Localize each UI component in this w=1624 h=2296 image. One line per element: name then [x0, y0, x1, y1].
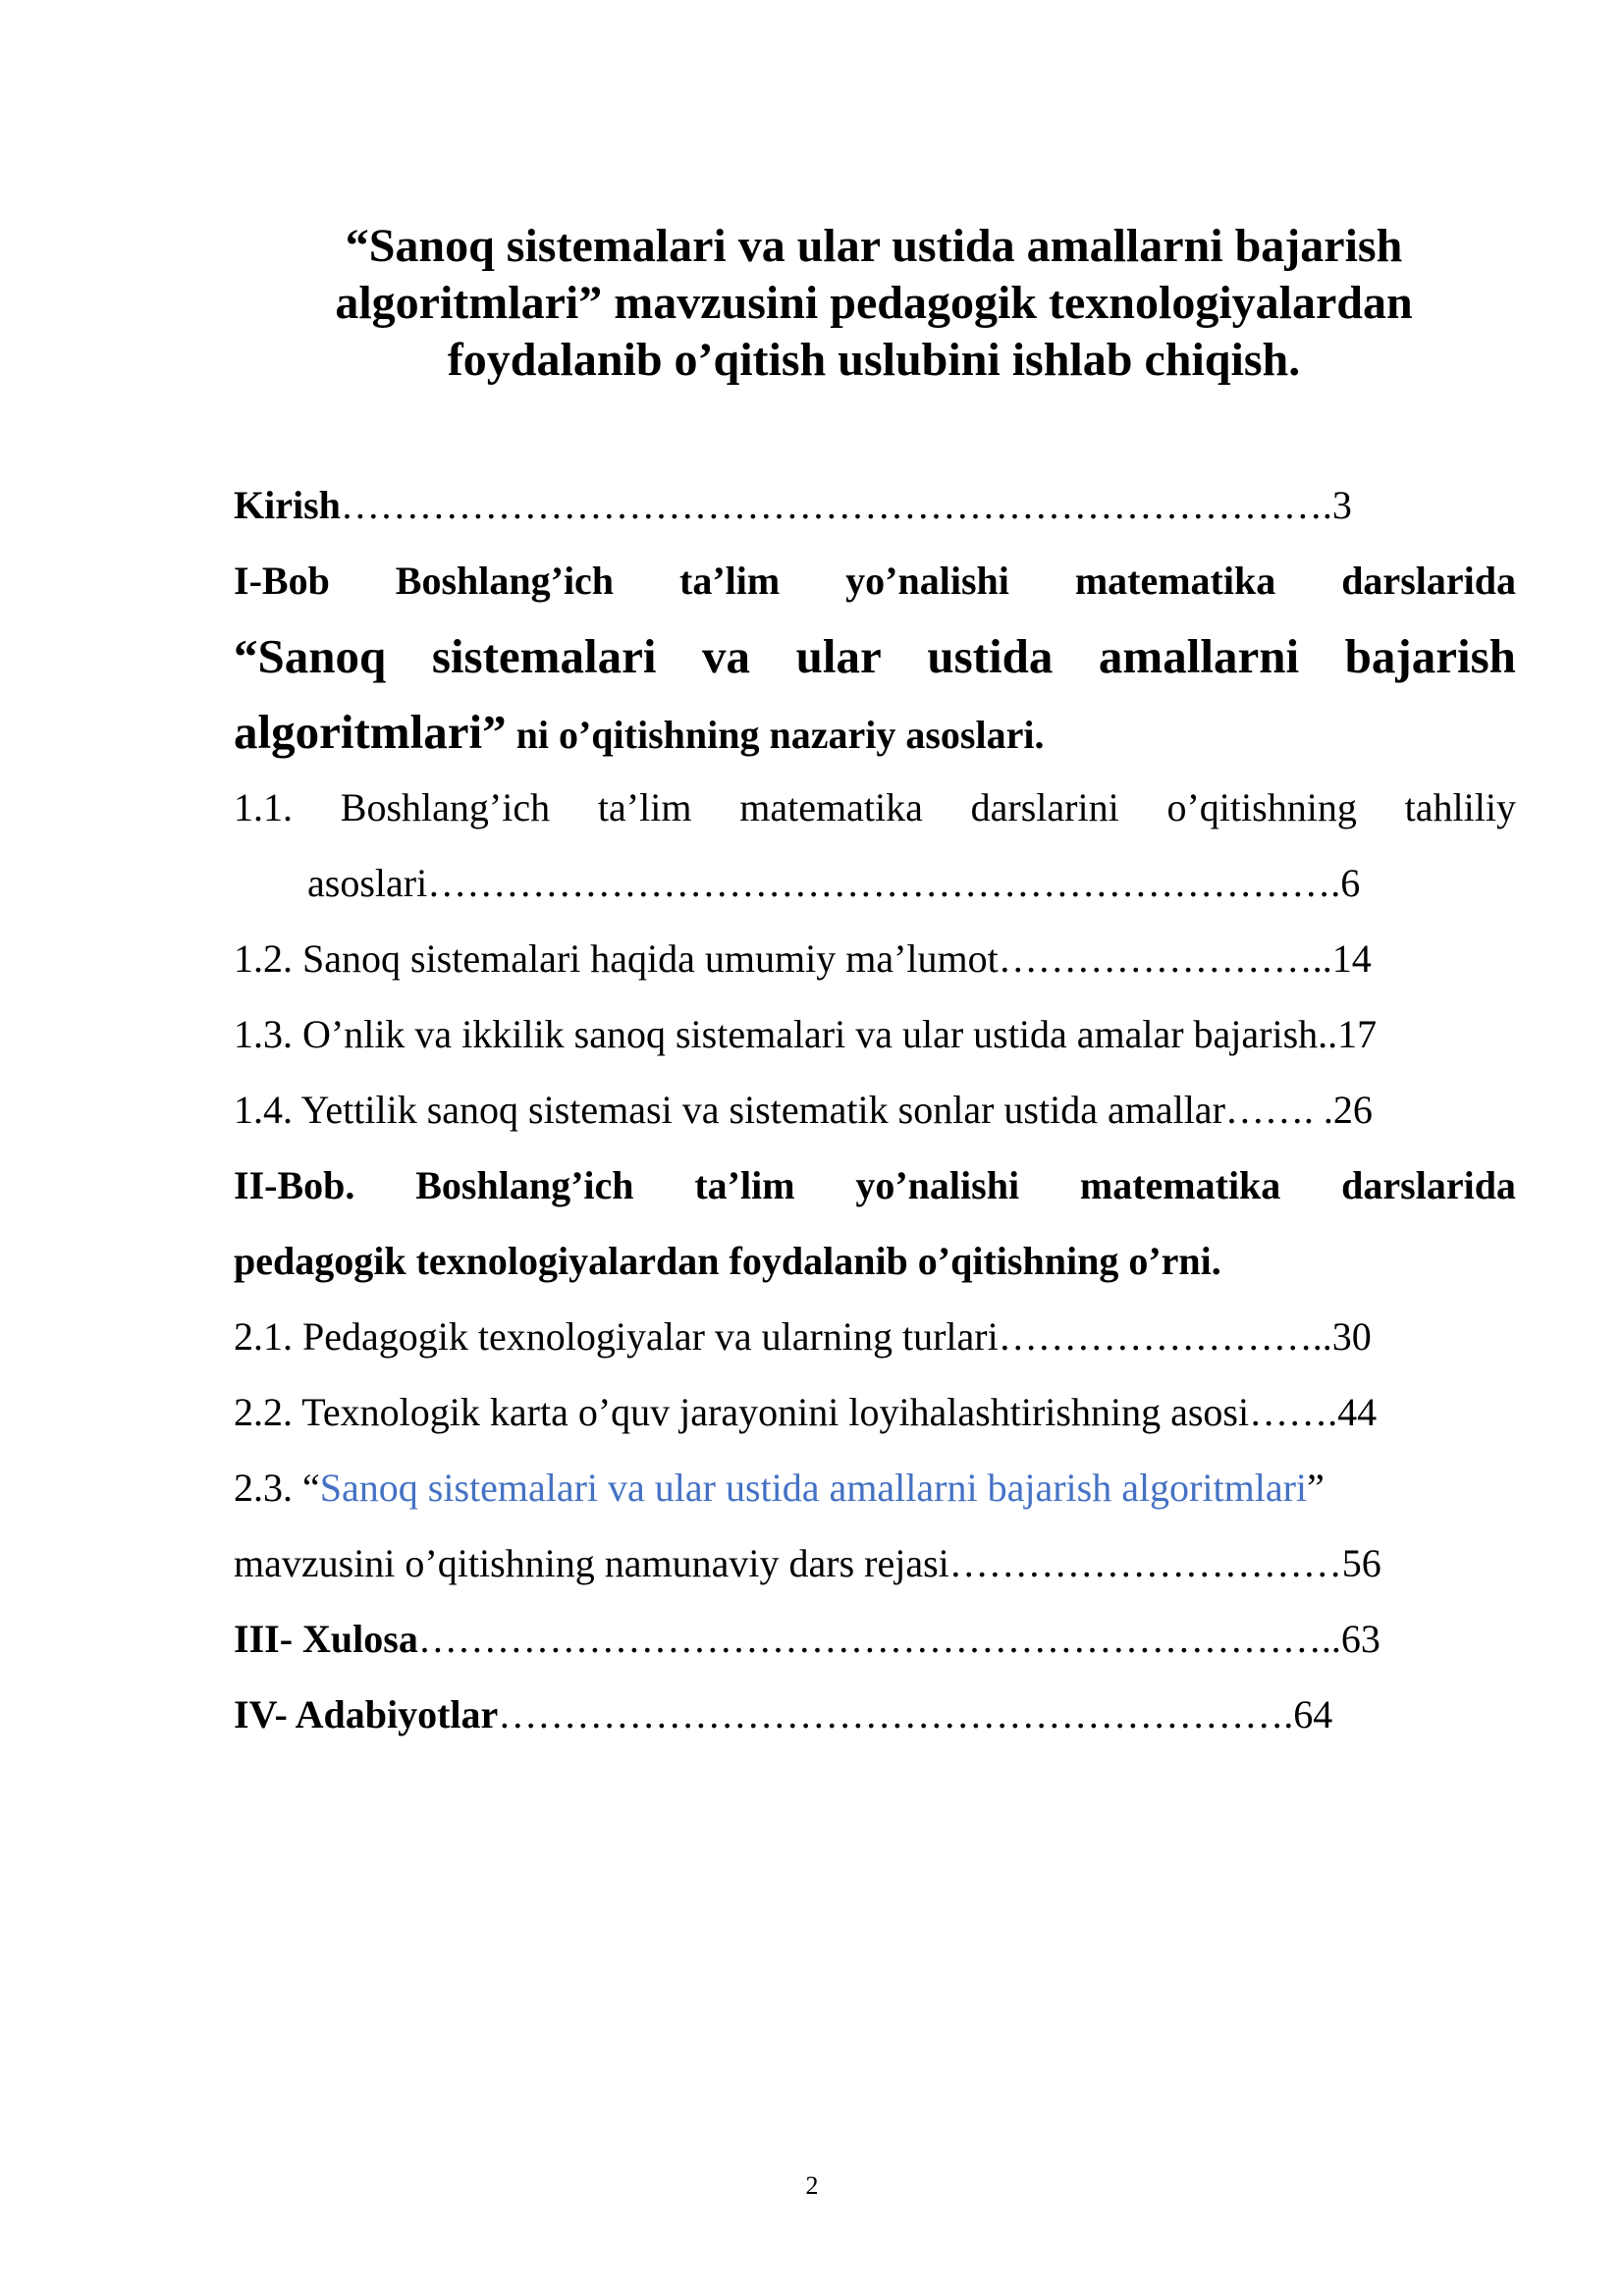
toc-chapter-2-rest: pedagogik texnologiyalardan foydalanib o’qitishning o’rni. [234, 1239, 1221, 1283]
toc-word: ta’lim [679, 559, 781, 603]
toc-leader: ………………………… [948, 1541, 1342, 1585]
toc-word: ta’lim [597, 785, 692, 829]
title-line: “Sanoq sistemalari va ular ustida amallarni bajarish [345, 220, 1403, 272]
toc-leader: …………………………………………………………….. [417, 1617, 1341, 1661]
toc-chapter-2-line[interactable] [234, 1223, 1516, 1299]
toc-entry-label: mavzusini o’qitishning namunaviy dars rejasi [234, 1541, 949, 1585]
toc-word: darslarini [970, 785, 1119, 829]
toc-page-number: 44 [1337, 1390, 1378, 1434]
toc-page-number: 63 [1340, 1617, 1380, 1661]
toc-page-number: 17 [1337, 1012, 1378, 1056]
toc-word: I-Bob [234, 559, 330, 603]
toc-word: o’qitishning [1166, 785, 1357, 829]
toc-chapter-1-emphasis: algoritmlari” [234, 705, 507, 759]
toc-word: ular [795, 629, 882, 683]
toc-word: ta’lim [694, 1163, 795, 1207]
toc-leader: …………………….. [998, 936, 1332, 981]
toc-page-number: 6 [1340, 861, 1361, 905]
toc-leader: …………………………………………………………………. [340, 483, 1332, 527]
toc-word: va [702, 629, 751, 683]
table-of-contents [234, 467, 1516, 1752]
toc-word: Boshlang’ich [415, 1163, 634, 1207]
page-number: 2 [805, 2171, 819, 2200]
toc-entry-1-1-cont[interactable] [234, 845, 1516, 921]
toc-entry-label: 1.3. O’nlik va ikkilik sanoq sistemalari va ular ustida amalar bajarish.. [234, 1012, 1338, 1056]
toc-entry-kirish[interactable] [234, 467, 1516, 543]
toc-word: amallarni [1098, 629, 1300, 683]
toc-word: darslarida [1341, 1163, 1516, 1207]
toc-entry-xulosa[interactable] [234, 1601, 1516, 1677]
toc-entry-label: 1.4. Yettilik sanoq sistemasi va sistematik sonlar ustida amallar [234, 1088, 1225, 1132]
toc-leader: ……………………………………………………. [498, 1692, 1294, 1736]
toc-page-number: 30 [1331, 1314, 1372, 1359]
toc-entry-adabiyotlar[interactable] [234, 1677, 1516, 1752]
toc-word: matematika [739, 785, 923, 829]
toc-entry-1-3[interactable] [234, 996, 1516, 1072]
toc-word: tahliliy [1404, 785, 1516, 829]
toc-chapter-1-line[interactable] [234, 694, 1516, 770]
toc-word: darslarida [1341, 559, 1516, 603]
toc-word: “Sanoq [234, 629, 387, 683]
toc-entry-label: 1.2. Sanoq sistemalari haqida umumiy ma’lumot [234, 936, 999, 981]
toc-leader: ……………………………………………………………. [427, 861, 1341, 905]
toc-word: Boshlang’ich [340, 785, 551, 829]
title-line: algoritmlari” mavzusini pedagogik texnologiyalardan [335, 277, 1413, 329]
toc-word: II-Bob. [234, 1163, 355, 1207]
toc-entry-2-2[interactable] [234, 1374, 1516, 1450]
toc-entry-2-3-cont[interactable] [234, 1525, 1516, 1601]
toc-word: Boshlang’ich [395, 559, 615, 603]
toc-word: yo’nalishi [855, 1163, 1020, 1207]
toc-chapter-1-rest: ni o’qitishning nazariy asoslari. [506, 713, 1045, 757]
toc-link-text[interactable]: Sanoq sistemalari va ular ustida amallarni bajarish algoritmlari [319, 1466, 1308, 1510]
toc-chapter-1-line[interactable] [234, 618, 1516, 694]
toc-chapter-1-line[interactable] [234, 543, 1516, 618]
toc-entry-2-1[interactable] [234, 1299, 1516, 1374]
title-line: foydalanib o’qitish uslubini ishlab chiqish. [447, 334, 1301, 386]
toc-word: ustida [927, 629, 1054, 683]
toc-entry-1-2[interactable] [234, 921, 1516, 996]
toc-entry-label: 2.2. Texnologik karta o’quv jarayonini loyihalashtirishning asosi [234, 1390, 1250, 1434]
toc-word: 1.1. [234, 785, 293, 829]
toc-word: sistemalari [431, 629, 657, 683]
toc-word: yo’nalishi [845, 559, 1009, 603]
toc-page-number: 64 [1293, 1692, 1333, 1736]
toc-word: bajarish [1344, 629, 1516, 683]
toc-page-number: 26 [1332, 1088, 1373, 1132]
toc-entry-label: III- Xulosa [234, 1617, 418, 1661]
document-title [236, 218, 1512, 389]
toc-word: matematika [1074, 559, 1276, 603]
toc-entry-1-1[interactable] [234, 770, 1516, 845]
toc-page-number: 3 [1331, 483, 1352, 527]
toc-page-number: 14 [1331, 936, 1372, 981]
toc-entry-suffix: ” [1307, 1466, 1325, 1510]
toc-entry-label: IV- Adabiyotlar [234, 1692, 499, 1736]
toc-leader: ……. [1249, 1390, 1338, 1434]
toc-entry-label: 2.1. Pedagogik texnologiyalar va ularning turlari [234, 1314, 999, 1359]
toc-entry-label: Kirish [234, 483, 341, 527]
toc-word: matematika [1079, 1163, 1281, 1207]
toc-chapter-2-line[interactable] [234, 1148, 1516, 1223]
toc-leader: …………………….. [998, 1314, 1332, 1359]
toc-entry-label: asoslari [307, 861, 428, 905]
toc-entry-prefix: 2.3. “ [234, 1466, 320, 1510]
toc-leader: ……. . [1224, 1088, 1333, 1132]
toc-entry-1-4[interactable] [234, 1072, 1516, 1148]
toc-page-number: 56 [1341, 1541, 1381, 1585]
toc-entry-2-3[interactable] [234, 1450, 1516, 1525]
